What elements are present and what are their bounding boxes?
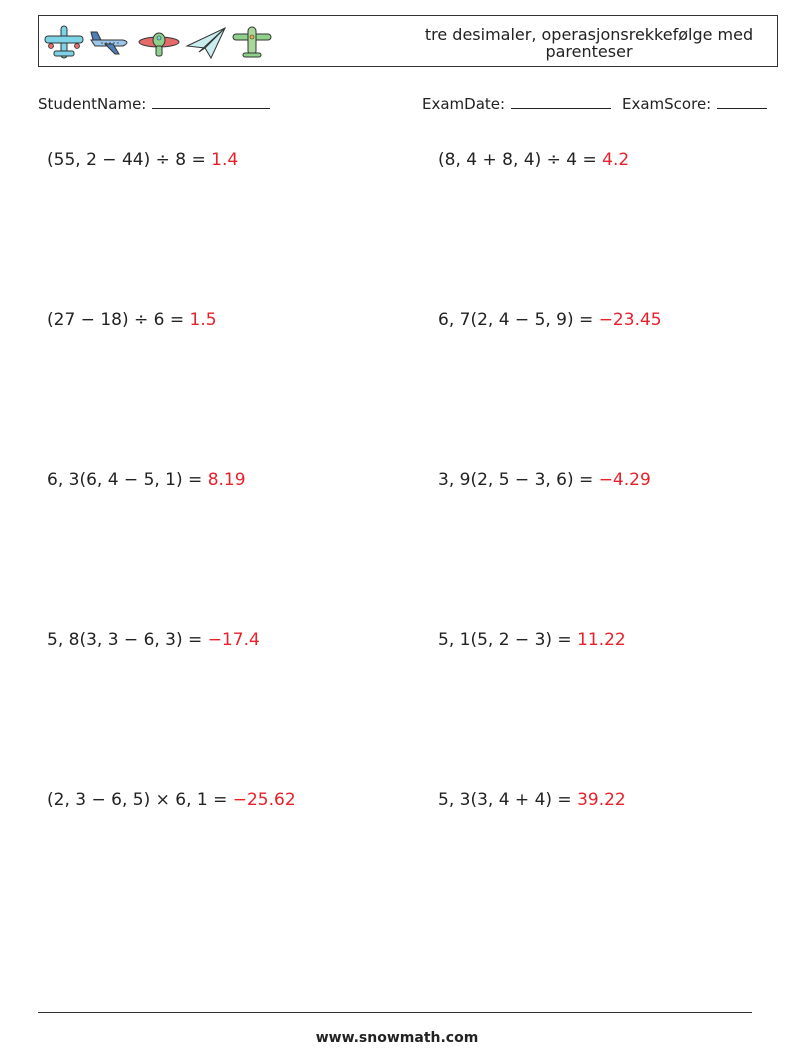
exam-date-field: [422, 94, 611, 113]
exam-date-blank[interactable]: [511, 94, 611, 109]
footer-divider: [38, 1012, 752, 1013]
problem-expression: (55, 2 − 44) ÷ 8 =: [47, 150, 212, 170]
worksheet-header: [38, 15, 778, 67]
problem-answer: −25.62: [232, 790, 296, 810]
problem-expression: 5, 1(5, 2 − 3) =: [438, 630, 578, 650]
problem-3: [47, 310, 217, 330]
footer-url[interactable]: www.snowmath.com: [315, 1030, 479, 1046]
problem-answer: −23.45: [598, 310, 662, 330]
problem-expression: 6, 3(6, 4 − 5, 1) =: [47, 470, 208, 490]
biplane-icon: [231, 24, 273, 60]
jet-plane-icon: [89, 24, 133, 60]
problem-9: [47, 790, 296, 810]
problem-expression: 6, 7(2, 4 − 5, 9) =: [438, 310, 599, 330]
problem-answer: −4.29: [598, 470, 651, 490]
problem-7: [47, 630, 260, 650]
problem-answer: 4.2: [602, 150, 630, 170]
student-name-label: StudentName:: [38, 95, 147, 113]
problem-expression: 3, 9(2, 5 − 3, 6) =: [438, 470, 599, 490]
icon-strip: [43, 22, 273, 62]
exam-score-label: ExamScore:: [622, 95, 712, 113]
problem-5: [47, 470, 246, 490]
problem-expression: (27 − 18) ÷ 6 =: [47, 310, 190, 330]
problem-answer: 39.22: [577, 790, 626, 810]
propeller-plane-icon: [137, 24, 181, 60]
problem-answer: 1.5: [189, 310, 217, 330]
problem-answer: 11.22: [577, 630, 626, 650]
problem-10: [438, 790, 626, 810]
problem-answer: 8.19: [207, 470, 246, 490]
problem-answer: 1.4: [211, 150, 239, 170]
problem-expression: 5, 3(3, 4 + 4) =: [438, 790, 578, 810]
exam-score-blank[interactable]: [717, 94, 767, 109]
paper-plane-icon: [185, 24, 227, 60]
problem-expression: (2, 3 − 6, 5) × 6, 1 =: [47, 790, 233, 810]
student-name-blank[interactable]: [152, 94, 270, 109]
problem-4: [438, 310, 662, 330]
exam-date-label: ExamDate:: [422, 95, 506, 113]
problem-6: [438, 470, 651, 490]
problem-1: [47, 150, 238, 170]
airplane-icon: [43, 24, 85, 60]
student-name-field: [38, 94, 270, 113]
problem-answer: −17.4: [207, 630, 260, 650]
worksheet-title: tre desimaler, operasjonsrekkefølge med parenteser: [424, 25, 754, 61]
problem-expression: 5, 8(3, 3 − 6, 3) =: [47, 630, 208, 650]
problem-2: [438, 150, 629, 170]
problem-expression: (8, 4 + 8, 4) ÷ 4 =: [438, 150, 603, 170]
exam-score-field: [622, 94, 767, 113]
problem-8: [438, 630, 626, 650]
